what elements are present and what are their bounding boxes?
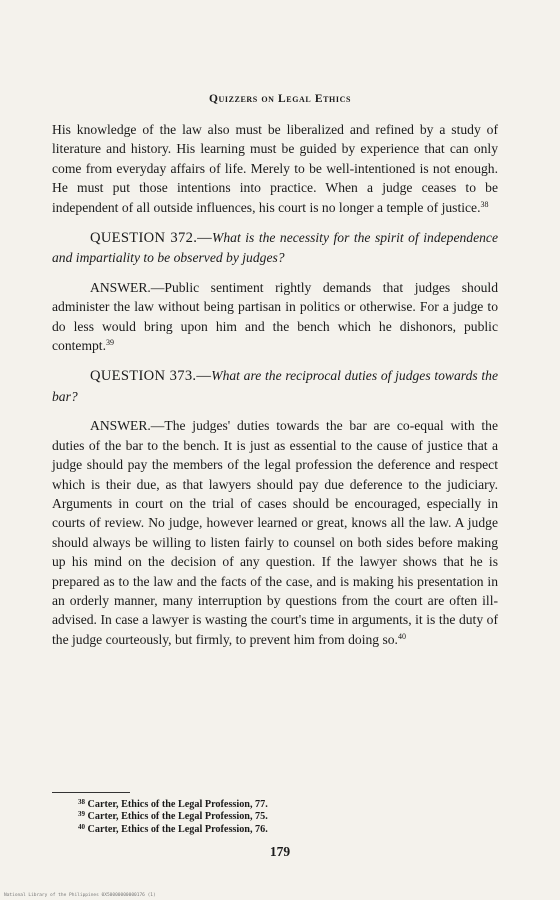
- question-373: [52, 366, 498, 406]
- question-text: What are the reciprocal duties of judges towards the bar?: [52, 368, 498, 404]
- footnote-text: Carter, Ethics of the Legal Profession, 77.: [87, 799, 268, 810]
- page-body: [52, 120, 498, 649]
- footnote-ref: 40: [397, 631, 406, 641]
- footnote: [78, 824, 458, 836]
- body-paragraph: [52, 120, 498, 217]
- answer-text: ANSWER.—Public sentiment rightly demands that judges should administer the law without being partisan in politics or otherwise. For a judge to do less would bring upon him and the bench which he dishonors, public contempt.: [52, 279, 498, 354]
- running-head: Quizzers on Legal Ethics: [208, 93, 351, 105]
- question-text: What is the necessity for the spirit of independence and impartiality to be observed by judges?: [52, 230, 498, 266]
- footnote: [78, 799, 458, 811]
- footnote: [78, 811, 458, 823]
- paragraph-text: His knowledge of the law also must be liberalized and refined by a study of literature and history. His learning must be guided by experience that can only come from everyday affairs of life. Merely to be well-intentioned is not enough. He must put those intentions into practice. When a judge ceases to be independent of all outside influences, his court is no longer a temple of justice.: [52, 122, 498, 215]
- footnote-rule: [52, 792, 130, 793]
- footnote-number: 40: [78, 822, 85, 831]
- scan-watermark: National Library of the Philippines 0X50000000000176 (1): [4, 893, 156, 898]
- footnote-number: 38: [78, 798, 85, 806]
- footnote-number: 39: [78, 810, 85, 819]
- question-label: QUESTION 373.—: [90, 368, 212, 385]
- footnote-text: Carter, Ethics of the Legal Profession, 76.: [87, 823, 268, 835]
- footnote-text: Carter, Ethics of the Legal Profession, 75.: [87, 811, 268, 823]
- answer-372: [52, 278, 498, 356]
- answer-373: [52, 416, 498, 649]
- question-372: [52, 228, 498, 268]
- question-label: QUESTION 372.—: [90, 230, 213, 247]
- footnote-ref: 38: [480, 199, 489, 209]
- answer-text: ANSWER.—The judges' duties towards the bar are co-equal with the duties of the bar to the bench. It is just as essential to the cause of justice that a judge should pay the members of the legal profession the deference and respect which is their due, as that lawyers should pay due deference to the judiciary. Arguments in court on the trial of cases should be encouraged, especially in courts of review. No judge, however learned or great, knows all the law. A judge should always be willing to listen fairly to counsel on both sides before making up his mind on the decision of any question. If the lawyer shows that he is prepared as to the law and the facts of the case, and is making his presentation in an orderly manner, many interruption by questions from the court are often ill-advised. In case a lawyer is wasting the court's time in arguments, it is the duty of the judge courteously, but firmly, to prevent him from doing so.: [52, 418, 498, 647]
- footnote-ref: 39: [105, 338, 114, 348]
- page-number: 179: [269, 844, 291, 859]
- footnotes: [78, 799, 458, 836]
